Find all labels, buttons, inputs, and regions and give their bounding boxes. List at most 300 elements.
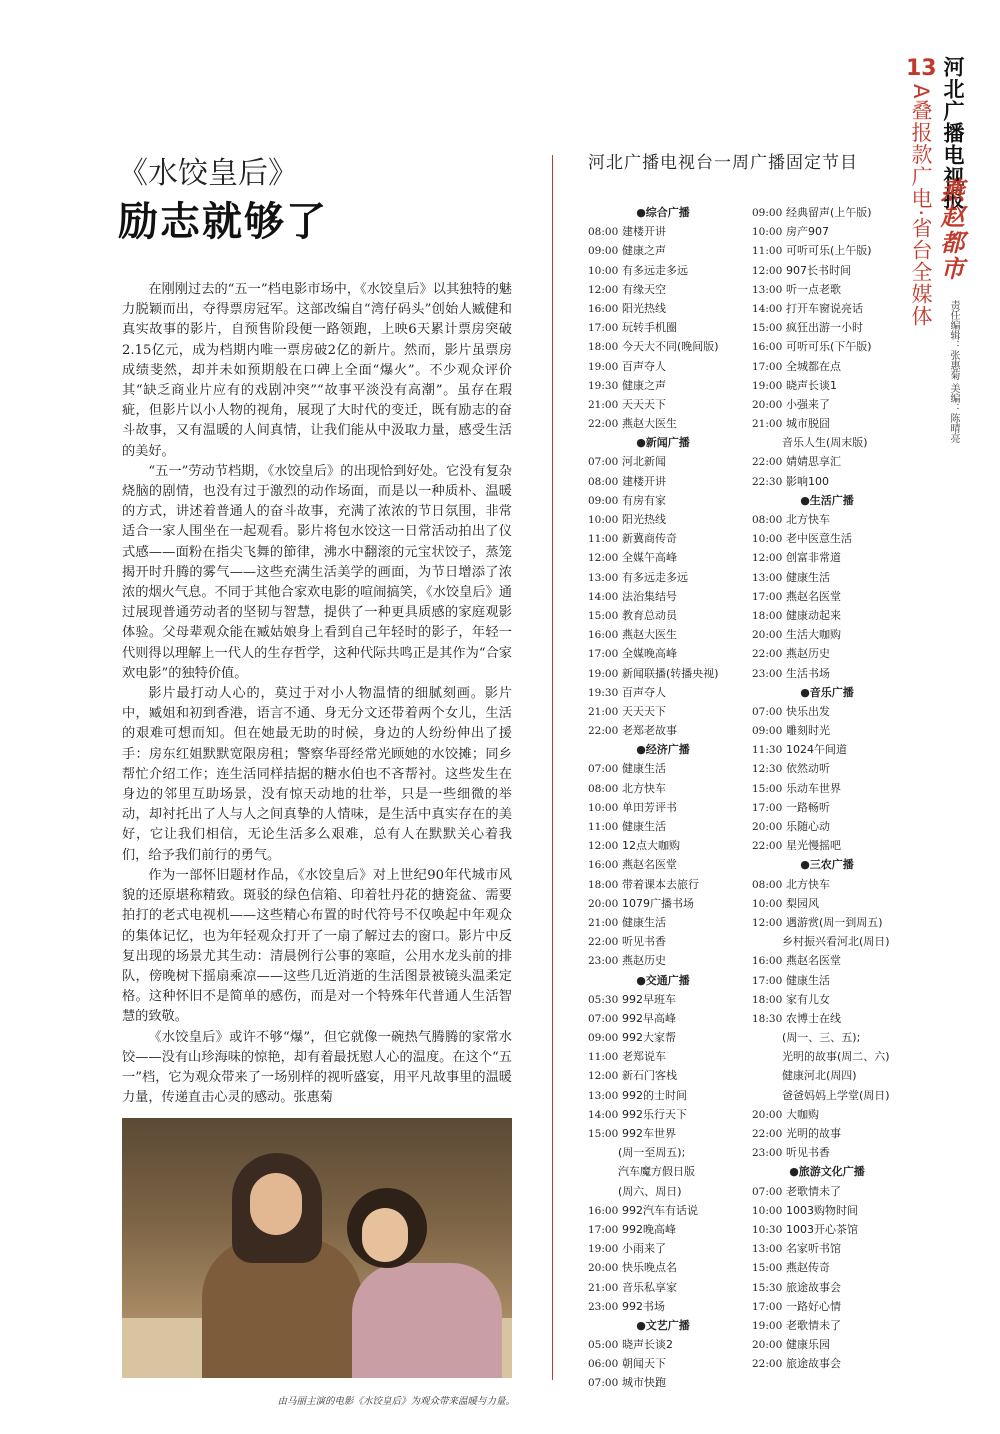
- program-row: [588, 664, 738, 683]
- program-row: [752, 951, 902, 970]
- program-time: 11:00: [588, 1051, 619, 1064]
- program-time: 20:00: [752, 629, 783, 642]
- channel-heading: ●文艺广播: [636, 1318, 690, 1332]
- tagline: 报款广电·省台全媒体: [909, 121, 933, 328]
- program-time: 19:00: [588, 360, 619, 373]
- program-name: 梨园风: [786, 896, 819, 910]
- program-name: 依然动听: [786, 762, 830, 776]
- section-tagline: [904, 84, 934, 327]
- program-row: [752, 875, 902, 894]
- program-name: 一路畅听: [786, 800, 830, 814]
- program-time: 20:00: [588, 897, 619, 910]
- program-row: [588, 299, 738, 318]
- program-row: [588, 625, 738, 644]
- program-name: 城市快跑: [622, 1376, 666, 1390]
- program-time: 14:00: [588, 1108, 619, 1121]
- schedule-column-1: [588, 203, 738, 1393]
- program-row: [752, 568, 902, 587]
- program-time: 10:00: [588, 264, 619, 277]
- program-name: 创富非常道: [786, 551, 841, 565]
- program-name: 听一点老歌: [786, 282, 841, 296]
- program-time: 21:00: [588, 1281, 619, 1294]
- program-row: [752, 1258, 902, 1277]
- program-name: 健康生活: [786, 973, 830, 987]
- program-name: 天天天下: [622, 704, 666, 718]
- program-name: 听见书香: [622, 935, 666, 949]
- program-name: 百声夺人: [622, 685, 666, 699]
- program-time: 07:00: [752, 705, 783, 718]
- program-row: [588, 1086, 738, 1105]
- program-time: 14:00: [588, 590, 619, 603]
- program-name: 婧婧思享汇: [786, 455, 841, 469]
- program-name: 今天大不同(晚间版): [622, 340, 719, 354]
- program-name: 朝闻天下: [622, 1357, 666, 1371]
- program-time: 18:00: [752, 609, 783, 622]
- program-time: 16:00: [588, 302, 619, 315]
- program-name: 健康生活: [786, 570, 830, 584]
- article-paragraph: 影片最打动人心的，莫过于对小人物温情的细腻刻画。影片中，臧姐和初到香港，语言不通、身无分文还带着两个女儿，生活的艰难可想而知。但在她最无助的时候，身边的人纷纷伸出了援手：房东红姐默默宽限房租；警察华哥经常光顾她的水饺摊；同乡帮忙介绍工作；连生活同样拮据的糖水伯也不吝帮衬。这些发生在身边的邻里互助场景，没有惊天动地的壮举，只是一些细微的举动，却衬托出了人与人之间真挚的人情味，是生活中真实存在的美好，它让我们相信，无论生活多么艰难，总有人在默默关心着我们，给予我们前行的勇气。: [122, 686, 512, 863]
- program-name: 健康之声: [622, 378, 666, 392]
- program-row: [752, 836, 902, 855]
- channel-heading: ●交通广播: [636, 973, 690, 987]
- program-time: 09:00: [588, 1032, 619, 1045]
- program-time: 17:00: [752, 360, 783, 373]
- program-name: 健康动起来: [786, 608, 841, 622]
- page-number: 13: [906, 56, 937, 81]
- program-row: [588, 548, 738, 567]
- program-row: [588, 1105, 738, 1124]
- program-name: 健康生活: [622, 820, 666, 833]
- program-row: [588, 1373, 738, 1392]
- program-time: 21:00: [588, 916, 619, 929]
- program-name: 旅途故事会: [786, 1280, 841, 1294]
- program-name: 有缘天空: [622, 282, 666, 296]
- program-name: 12点大咖购: [622, 839, 680, 853]
- channel-heading: ●音乐广播: [800, 685, 854, 699]
- program-row: [752, 1143, 902, 1162]
- program-name: 健康生活: [622, 762, 666, 776]
- program-row: [588, 395, 738, 414]
- program-time: 22:00: [752, 456, 783, 469]
- article-title-line1: 《水饺皇后》: [118, 156, 298, 191]
- program-time: 19:30: [588, 379, 619, 392]
- program-row: [752, 1316, 902, 1335]
- program-name: 健康乐园: [786, 1338, 830, 1352]
- program-row: [588, 529, 738, 548]
- program-row: [588, 280, 738, 299]
- program-row: [752, 606, 902, 625]
- program-time: 07:00: [588, 1012, 619, 1025]
- section-label: A叠: [909, 84, 933, 122]
- program-time: 22:00: [752, 648, 783, 661]
- program-row: [588, 222, 738, 241]
- editor-credits: 责任编辑：张惠菊 美编：陈晴亮: [948, 300, 959, 444]
- program-name: 家有儿女: [786, 992, 830, 1006]
- program-row: [752, 664, 902, 683]
- program-row: [588, 1297, 738, 1316]
- program-name: 听见书香: [786, 1146, 830, 1160]
- program-time: 10:00: [752, 897, 783, 910]
- program-row: [752, 280, 902, 299]
- program-row: [752, 971, 902, 990]
- program-time: 22:00: [752, 1358, 783, 1371]
- program-row: [588, 702, 738, 721]
- program-time: 17:00: [588, 1223, 619, 1236]
- program-row: [752, 1182, 902, 1201]
- program-row: [752, 740, 902, 759]
- program-row: [752, 644, 902, 663]
- program-name: 1079广播书场: [622, 896, 694, 910]
- program-time: 19:30: [588, 686, 619, 699]
- program-time: 22:30: [752, 475, 783, 488]
- article-body: [122, 280, 512, 1108]
- program-row: [752, 702, 902, 721]
- program-row: [588, 318, 738, 337]
- program-name: 992早高峰: [622, 1011, 676, 1025]
- program-row: [752, 318, 902, 337]
- program-row: [752, 1239, 902, 1258]
- program-time: 13:00: [752, 283, 783, 296]
- program-time: 22:00: [752, 840, 783, 853]
- program-row: [752, 798, 902, 817]
- program-time: 10:00: [752, 533, 783, 546]
- program-name: 1003购物时间: [786, 1203, 858, 1217]
- program-row: [588, 875, 738, 894]
- program-row: [752, 759, 902, 778]
- program-continuation: 光明的故事(周二、六): [782, 1050, 890, 1064]
- program-time: 08:00: [752, 878, 783, 891]
- program-name: 燕赵历史: [786, 647, 830, 661]
- program-name: 百声夺人: [622, 359, 666, 373]
- program-name: 生活书场: [786, 666, 830, 680]
- program-time: 12:00: [752, 916, 783, 929]
- program-row: [752, 1124, 902, 1143]
- program-name: 阳光热线: [622, 513, 666, 526]
- program-time: 08:00: [752, 514, 783, 526]
- program-name: 生活大咖购: [786, 628, 841, 642]
- program-continuation: (周一、三、五);: [782, 1031, 861, 1045]
- program-time: 09:00: [588, 245, 619, 258]
- program-continuation: 音乐人生(周末版): [782, 436, 868, 450]
- program-name: 北方快车: [786, 513, 830, 526]
- schedule-column-2: [752, 203, 902, 1373]
- program-continuation: 爸爸妈妈上学堂(周日): [782, 1088, 890, 1102]
- program-time: 13:00: [752, 1243, 783, 1256]
- program-time: 12:30: [752, 763, 783, 776]
- program-row: [752, 548, 902, 567]
- program-row: [752, 1297, 902, 1316]
- program-name: 城市脱囧: [786, 417, 830, 431]
- program-row: [752, 510, 902, 529]
- program-name: 大咖购: [786, 1107, 819, 1121]
- program-name: 经典留声(上午版): [786, 206, 872, 219]
- program-time: 06:00: [588, 1358, 619, 1371]
- program-time: 19:00: [752, 1319, 783, 1332]
- program-name: 健康之声: [622, 244, 666, 258]
- program-row: [588, 1239, 738, 1258]
- program-time: 22:00: [588, 418, 619, 431]
- program-row: [588, 721, 738, 740]
- program-time: 12:00: [588, 552, 619, 565]
- program-time: 20:00: [588, 1262, 619, 1275]
- program-name: 新冀商传奇: [622, 532, 677, 546]
- program-continuation: (周一至周五);: [618, 1146, 686, 1160]
- program-time: 20:00: [752, 1339, 783, 1352]
- program-time: 09:00: [752, 207, 783, 219]
- program-continuation: (周六、周日): [618, 1184, 682, 1198]
- program-row: [752, 222, 902, 241]
- program-time: 13:00: [588, 1089, 619, 1102]
- program-row: [752, 1335, 902, 1354]
- article-paragraph: 作为一部怀旧题材作品，《水饺皇后》对上世纪90年代城市风貌的还原堪称精致。斑驳的绿色信箱、印着牡丹花的搪瓷盆、需要拍打的老式电视机——这些精心布置的时代符号不仅唤起中年观众的集体记忆，也为年轻观众打开了一扇了解过去的窗口。影片中反复出现的场景尤其生动：清晨例行公事的寒暄，公用水龙头前的排队，傍晚树下摇扇乘凉——这些几近消逝的生活图景被镜头温柔定格。这种怀旧不是简单的感伤，而是对一个特殊年代普通人生活智慧的致敬。: [122, 867, 512, 1025]
- program-row: [752, 376, 902, 395]
- program-row: [588, 1335, 738, 1354]
- photo-caption: 由马丽主演的电影《水饺皇后》为观众带来温暖与力量。: [277, 1396, 515, 1407]
- program-time: 20:00: [752, 1108, 783, 1121]
- program-name: 河北新闻: [622, 455, 666, 469]
- program-name: 992车世界: [622, 1127, 676, 1140]
- program-name: 带着课本去旅行: [622, 877, 699, 891]
- program-name: 乐随心动: [786, 820, 830, 833]
- program-time: 21:00: [588, 705, 619, 718]
- program-name: 有多远走多远: [622, 263, 688, 277]
- program-name: 全城都在点: [786, 359, 841, 373]
- program-time: 07:00: [588, 763, 619, 776]
- program-name: 一路好心情: [786, 1299, 841, 1313]
- program-time: 17:00: [752, 1300, 783, 1313]
- program-name: 老歌情未了: [786, 1318, 841, 1332]
- program-name: 农博士在线: [786, 1011, 841, 1025]
- program-name: 新石门客栈: [622, 1069, 677, 1083]
- program-time: 07:00: [588, 456, 619, 469]
- program-time: 15:00: [752, 782, 783, 795]
- program-time: 19:00: [588, 1243, 619, 1256]
- program-row: [752, 299, 902, 318]
- program-name: 光明的故事: [786, 1127, 841, 1140]
- program-row: [588, 932, 738, 951]
- program-time: 09:00: [752, 725, 783, 738]
- program-name: 992晚高峰: [622, 1222, 676, 1236]
- program-row: [588, 491, 738, 510]
- program-row: [588, 990, 738, 1009]
- program-name: 燕赵名医堂: [622, 858, 677, 872]
- program-name: 小雨来了: [622, 1242, 666, 1256]
- program-row: [588, 1066, 738, 1085]
- program-name: 1003开心茶馆: [786, 1222, 858, 1236]
- program-time: 19:00: [752, 379, 783, 392]
- program-time: 12:00: [588, 1070, 619, 1083]
- program-time: 13:00: [588, 571, 619, 584]
- program-name: 星光慢摇吧: [786, 839, 841, 853]
- program-continuation: 汽车魔方假日版: [618, 1165, 695, 1179]
- program-name: 992乐行天下: [622, 1107, 687, 1121]
- program-time: 18:30: [752, 1012, 783, 1025]
- program-row: [752, 1105, 902, 1124]
- program-time: 16:00: [588, 629, 619, 642]
- program-row: [752, 1009, 902, 1028]
- program-name: 老郑说车: [622, 1050, 666, 1064]
- program-time: 15:00: [588, 1128, 619, 1140]
- channel-heading: ●新闻广播: [636, 436, 690, 450]
- program-name: 打开车窗说亮话: [786, 301, 863, 315]
- program-name: 992早班车: [622, 992, 676, 1006]
- program-time: 17:00: [752, 801, 783, 814]
- program-name: 乐动车世界: [786, 781, 841, 795]
- program-row: [588, 779, 738, 798]
- program-time: 17:00: [588, 322, 619, 335]
- program-time: 20:00: [752, 821, 783, 833]
- program-time: 16:00: [752, 955, 783, 968]
- program-name: 燕赵传奇: [786, 1261, 830, 1275]
- program-time: 23:00: [752, 1147, 783, 1160]
- program-time: 15:00: [752, 322, 783, 335]
- program-name: 影响100: [786, 474, 829, 488]
- program-time: 12:00: [588, 840, 619, 853]
- program-row: [752, 395, 902, 414]
- program-row: [752, 587, 902, 606]
- program-time: 22:00: [588, 725, 619, 738]
- program-time: 18:00: [752, 993, 783, 1006]
- program-name: 907长书时间: [786, 263, 851, 277]
- program-time: 15:00: [588, 609, 619, 622]
- program-time: 16:00: [588, 859, 619, 872]
- program-name: 名家听书馆: [786, 1242, 841, 1256]
- program-time: 08:00: [588, 226, 619, 239]
- program-continuation: 健康河北(周四): [782, 1069, 857, 1083]
- program-name: 音乐私享家: [622, 1280, 677, 1294]
- program-name: 老郑老故事: [622, 724, 677, 738]
- program-name: 疯狂出游一小时: [786, 321, 863, 335]
- program-time: 15:00: [752, 1262, 783, 1275]
- program-row: [752, 1220, 902, 1239]
- program-time: 22:00: [752, 1128, 783, 1140]
- program-time: 05:30: [588, 993, 619, 1006]
- program-row: [752, 779, 902, 798]
- program-name: 老中医意生活: [786, 532, 852, 546]
- program-name: 遇游赏(周一到周五): [786, 915, 883, 929]
- program-name: 天天天下: [622, 397, 666, 411]
- program-name: 燕赵历史: [622, 954, 666, 968]
- program-time: 10:00: [752, 226, 783, 239]
- program-row: [588, 472, 738, 491]
- program-time: 12:00: [752, 264, 783, 277]
- program-name: 燕赵名医堂: [786, 589, 841, 603]
- program-time: 20:00: [752, 398, 783, 411]
- program-time: 08:00: [588, 782, 619, 795]
- program-row: [588, 1258, 738, 1277]
- program-name: 旅途故事会: [786, 1357, 841, 1371]
- program-row: [752, 241, 902, 260]
- program-name: 单田芳评书: [622, 800, 677, 814]
- program-row: [588, 414, 738, 433]
- article-paragraph: 《水饺皇后》或许不够“爆”，但它就像一碗热气腾腾的家常水饺——没有山珍海味的惊艳，却有着最抚慰人心的温度。在这个“五一”档，它为观众带来了一场别样的视听盛宴，用平凡故事里的温暖力量，传递直击心灵的感动。张惠菊: [122, 1029, 512, 1106]
- program-name: 北方快车: [786, 877, 830, 891]
- program-time: 05:00: [588, 1339, 619, 1352]
- program-time: 07:00: [588, 1377, 619, 1390]
- program-name: 北方快车: [622, 781, 666, 795]
- schedule-title: 河北广播电视台一周广播固定节目: [588, 153, 858, 173]
- program-name: 阳光热线: [622, 301, 666, 315]
- program-row: [588, 855, 738, 874]
- program-row: [588, 1124, 738, 1143]
- article-title-line2: 励志就够了: [118, 198, 328, 245]
- program-row: [588, 1220, 738, 1239]
- program-time: 18:00: [588, 341, 619, 354]
- program-time: 08:00: [588, 475, 619, 488]
- program-time: 13:00: [752, 571, 783, 584]
- program-row: [752, 357, 902, 376]
- program-row: [752, 721, 902, 740]
- column-divider: [552, 155, 553, 1380]
- program-name: 全媒晚高峰: [622, 647, 677, 661]
- program-row: [588, 759, 738, 778]
- program-row: [588, 568, 738, 587]
- program-name: 992大家帮: [622, 1031, 676, 1045]
- program-row: [588, 357, 738, 376]
- program-row: [588, 894, 738, 913]
- program-time: 12:00: [752, 552, 783, 565]
- program-time: 11:00: [588, 821, 619, 833]
- program-row: [752, 913, 902, 932]
- program-time: 09:00: [588, 494, 619, 507]
- program-row: [752, 1354, 902, 1373]
- program-name: 992的士时间: [622, 1088, 687, 1102]
- program-time: 10:30: [752, 1223, 783, 1236]
- article-paragraph: “五一”劳动节档期，《水饺皇后》的出现恰到好处。它没有复杂烧脑的剧情，也没有过于激烈的动作场面，而是以一种质朴、温暖的方式，讲述着普通人的奋斗故事，充满了浓浓的节日氛围，非常适合一家人围坐在一起观看。影片将包水饺这一日常活动拍出了仪式感——面粉在指尖飞舞的節律，沸水中翻滚的元宝状饺子，蒸笼揭开时升腾的雾气——这些充满生活美学的画面，为节日增添了浓浓的烟火气息。不同于其他合家欢电影的喧闹搞笑，《水饺皇后》通过展现普通劳动者的坚韧与智慧，提供了一种更具质感的家庭观影体验。父母辈观众能在臧姑娘身上看到自己年轻时的影子，年轻一代则得以理解上一代人的生存哲学，这种代际共鸣正是其作为“合家欢电影”的独特价值。: [122, 463, 512, 681]
- program-time: 18:00: [588, 878, 619, 891]
- program-name: 燕赵大医生: [622, 628, 677, 642]
- program-time: 17:00: [588, 648, 619, 661]
- brand-logo: 燕赵都市: [936, 178, 965, 282]
- program-time: 17:00: [752, 590, 783, 603]
- program-continuation: 乡村振兴看河北(周日): [782, 935, 890, 949]
- program-row: [588, 644, 738, 663]
- program-row: [588, 1201, 738, 1220]
- program-name: 新闻联播(转播央视): [622, 666, 719, 680]
- program-name: 燕赵大医生: [622, 417, 677, 431]
- program-time: 15:30: [752, 1281, 783, 1294]
- program-row: [588, 1009, 738, 1028]
- program-name: 晓声长谈1: [786, 378, 837, 392]
- program-time: 23:00: [752, 667, 783, 680]
- program-name: 992书场: [622, 1299, 665, 1313]
- program-name: 快乐出发: [786, 704, 830, 718]
- program-row: [588, 241, 738, 260]
- program-time: 17:00: [752, 974, 783, 987]
- program-time: 07:00: [752, 1185, 783, 1198]
- program-time: 21:00: [588, 398, 619, 411]
- program-time: 21:00: [752, 418, 783, 431]
- program-time: 16:00: [588, 1204, 619, 1217]
- program-name: 可听可乐(上午版): [786, 244, 872, 258]
- program-name: 房产907: [786, 225, 829, 239]
- program-row: [588, 510, 738, 529]
- program-row: [752, 990, 902, 1009]
- program-name: 玩转手机圈: [622, 321, 677, 335]
- paper-name: 河北广播电视报: [941, 56, 966, 210]
- program-name: 健康生活: [622, 915, 666, 929]
- channel-heading: ●旅游文化广播: [789, 1165, 865, 1179]
- program-row: [752, 817, 902, 836]
- program-name: 老歌情未了: [786, 1184, 841, 1198]
- program-name: 建楼开讲: [622, 225, 666, 239]
- program-row: [752, 414, 902, 433]
- program-name: 建楼开讲: [622, 474, 666, 488]
- program-name: 可听可乐(下午版): [786, 340, 872, 354]
- program-time: 12:00: [588, 283, 619, 296]
- program-name: 法治集结号: [622, 589, 677, 603]
- program-name: 有房有家: [622, 493, 666, 507]
